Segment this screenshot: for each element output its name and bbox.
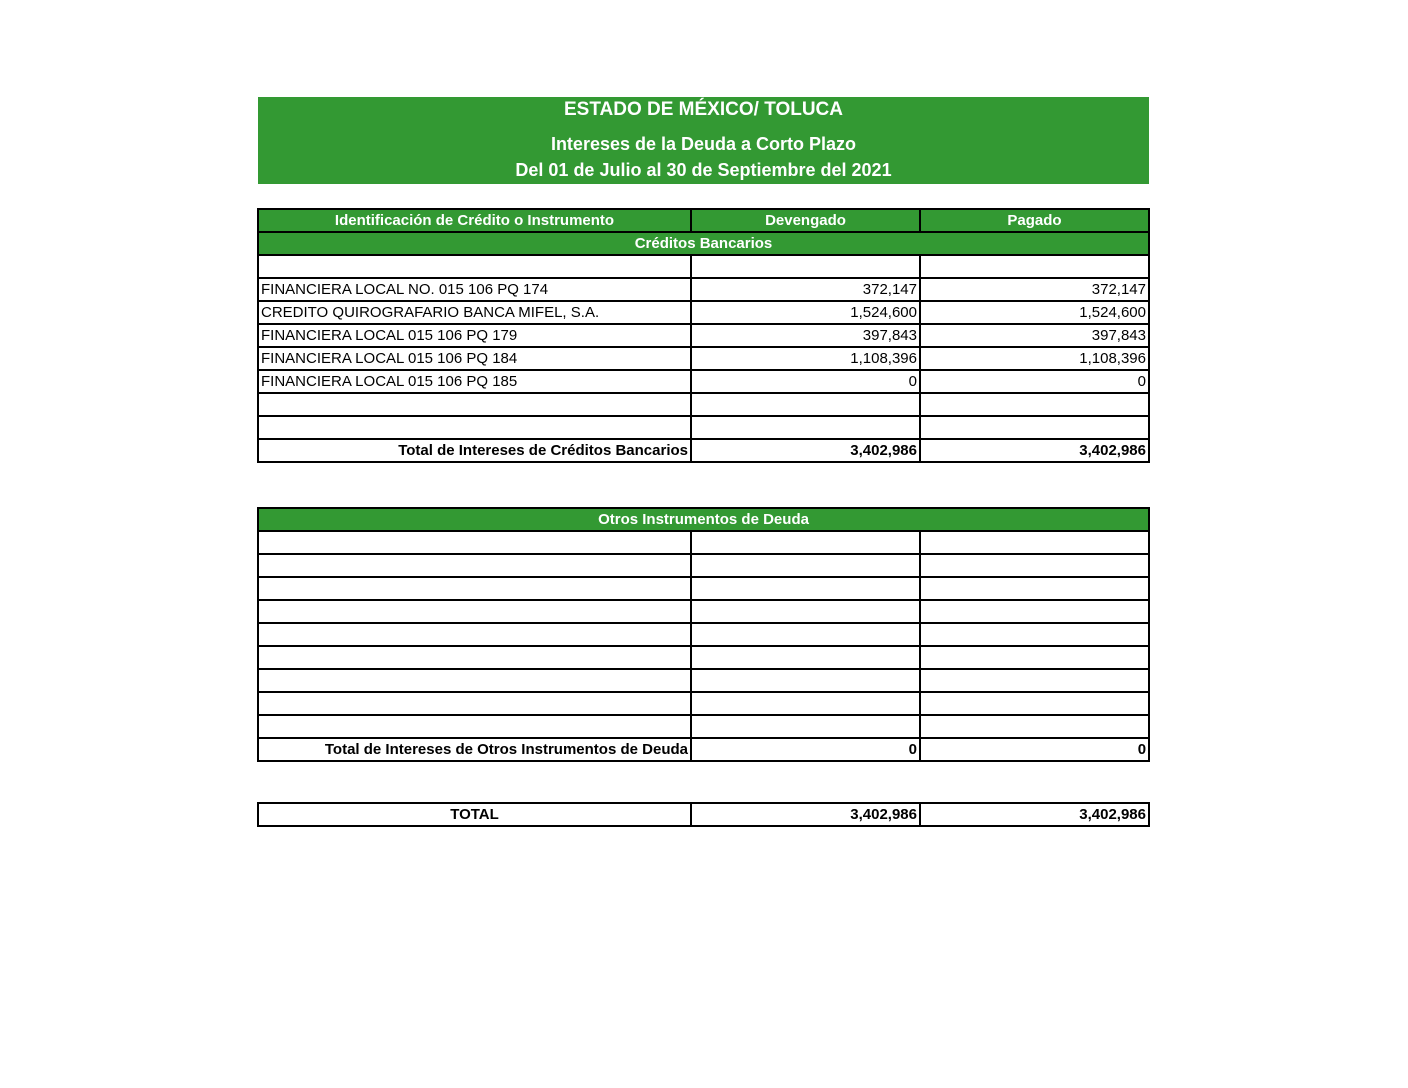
empty-cell — [258, 577, 691, 600]
empty-cell — [920, 600, 1149, 623]
section-header-row — [258, 232, 1149, 255]
empty-cell — [691, 554, 920, 577]
credit-paid: 1,524,600 — [920, 301, 1149, 324]
empty-cell — [691, 669, 920, 692]
empty-cell — [258, 531, 691, 554]
credit-accrued: 397,843 — [691, 324, 920, 347]
empty-cell — [691, 577, 920, 600]
empty-cell — [920, 715, 1149, 738]
total-label-other-instruments: Total de Intereses de Otros Instrumentos de Deuda — [258, 738, 691, 761]
empty-cell — [691, 531, 920, 554]
grand-total-label: TOTAL — [258, 803, 691, 826]
empty-cell — [920, 646, 1149, 669]
table-row — [258, 554, 1149, 577]
total-row — [258, 439, 1149, 462]
empty-cell — [258, 416, 691, 439]
credit-accrued: 1,108,396 — [691, 347, 920, 370]
credit-accrued: 1,524,600 — [691, 301, 920, 324]
section-title-other-instruments: Otros Instrumentos de Deuda — [258, 508, 1149, 531]
col-header-identification: Identificación de Crédito o Instrumento — [258, 209, 691, 232]
report-title: Intereses de la Deuda a Corto Plazo — [550, 134, 857, 154]
empty-cell — [920, 554, 1149, 577]
empty-cell — [258, 646, 691, 669]
total-paid-other-instruments: 0 — [920, 738, 1149, 761]
empty-cell — [691, 692, 920, 715]
credit-name: FINANCIERA LOCAL 015 106 PQ 185 — [258, 370, 691, 393]
total-accrued-other-instruments: 0 — [691, 738, 920, 761]
table-row — [258, 669, 1149, 692]
section-header-row — [258, 508, 1149, 531]
credit-name: FINANCIERA LOCAL 015 106 PQ 184 — [258, 347, 691, 370]
credit-accrued: 0 — [691, 370, 920, 393]
empty-cell — [920, 416, 1149, 439]
empty-cell — [258, 554, 691, 577]
table-row — [258, 393, 1149, 416]
credit-accrued: 372,147 — [691, 278, 920, 301]
table-row — [258, 577, 1149, 600]
empty-cell — [920, 393, 1149, 416]
empty-cell — [258, 623, 691, 646]
column-header-row — [258, 209, 1149, 232]
table-row — [258, 692, 1149, 715]
table-row — [258, 531, 1149, 554]
table-row — [258, 715, 1149, 738]
empty-cell — [691, 646, 920, 669]
other-instruments-table — [257, 507, 1150, 762]
empty-cell — [691, 255, 920, 278]
col-header-paid: Pagado — [920, 209, 1149, 232]
total-accrued-bank-credits: 3,402,986 — [691, 439, 920, 462]
table-row — [258, 600, 1149, 623]
empty-cell — [920, 577, 1149, 600]
entity-title: ESTADO DE MÉXICO/ TOLUCA — [563, 99, 844, 120]
table-row — [258, 646, 1149, 669]
total-row — [258, 738, 1149, 761]
table-row — [258, 370, 1149, 393]
empty-cell — [691, 623, 920, 646]
empty-cell — [691, 393, 920, 416]
empty-cell — [258, 692, 691, 715]
table-row — [258, 416, 1149, 439]
empty-cell — [258, 669, 691, 692]
section-title-bank-credits: Créditos Bancarios — [258, 232, 1149, 255]
bank-credits-table — [257, 208, 1150, 463]
grand-total-row — [258, 803, 1149, 826]
credit-paid: 0 — [920, 370, 1149, 393]
credit-paid: 1,108,396 — [920, 347, 1149, 370]
empty-cell — [691, 600, 920, 623]
credit-name: FINANCIERA LOCAL NO. 015 106 PQ 174 — [258, 278, 691, 301]
table-row — [258, 278, 1149, 301]
col-header-accrued: Devengado — [691, 209, 920, 232]
empty-cell — [258, 715, 691, 738]
grand-total-accrued: 3,402,986 — [691, 803, 920, 826]
grand-total-table — [257, 802, 1150, 827]
empty-cell — [920, 531, 1149, 554]
empty-cell — [920, 255, 1149, 278]
total-paid-bank-credits: 3,402,986 — [920, 439, 1149, 462]
empty-cell — [258, 393, 691, 416]
empty-cell — [920, 692, 1149, 715]
total-label-bank-credits: Total de Intereses de Créditos Bancarios — [258, 439, 691, 462]
report-period: Del 01 de Julio al 30 de Septiembre del 2021 — [515, 160, 892, 180]
credit-paid: 372,147 — [920, 278, 1149, 301]
report-header — [258, 97, 1149, 184]
empty-cell — [258, 600, 691, 623]
table-row — [258, 324, 1149, 347]
credit-paid: 397,843 — [920, 324, 1149, 347]
table-row — [258, 255, 1149, 278]
table-row — [258, 347, 1149, 370]
empty-cell — [691, 416, 920, 439]
empty-cell — [920, 669, 1149, 692]
grand-total-paid: 3,402,986 — [920, 803, 1149, 826]
table-row — [258, 623, 1149, 646]
empty-cell — [258, 255, 691, 278]
table-row — [258, 301, 1149, 324]
empty-cell — [920, 623, 1149, 646]
empty-cell — [691, 715, 920, 738]
credit-name: FINANCIERA LOCAL 015 106 PQ 179 — [258, 324, 691, 347]
credit-name: CREDITO QUIROGRAFARIO BANCA MIFEL, S.A. — [258, 301, 691, 324]
